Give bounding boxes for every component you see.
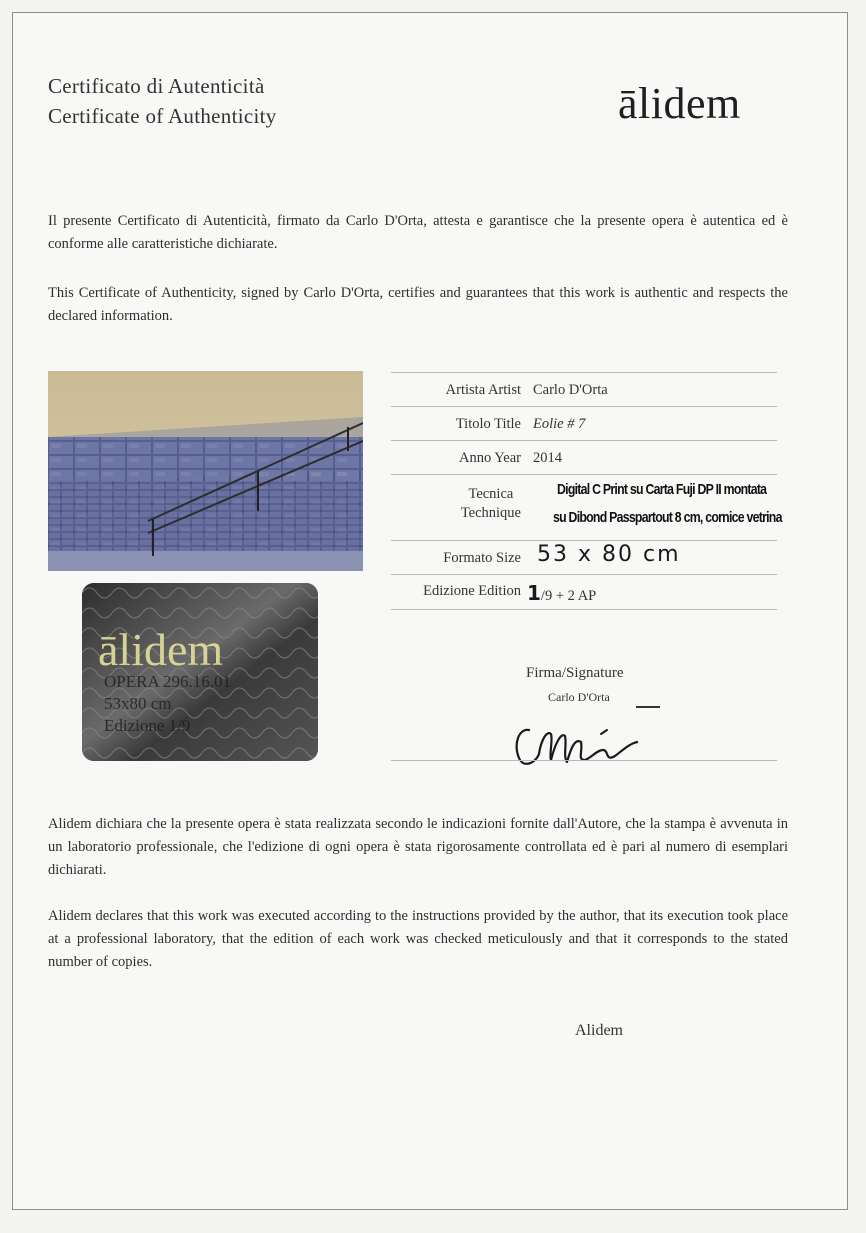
signature-name: Carlo D'Orta: [548, 690, 610, 704]
technique-label-it: Tecnica: [468, 486, 514, 502]
handwritten-signature: [505, 700, 655, 772]
edition-label: Edizione Edition: [423, 583, 521, 599]
year-label: Anno Year: [458, 450, 521, 466]
row-edition: [391, 574, 777, 610]
row-title: [391, 406, 777, 441]
alidem-logo: ālidem: [618, 79, 741, 128]
hologram-line-3: Edizione 1/9: [104, 716, 191, 735]
row-year: [391, 440, 777, 475]
hologram-line-1: OPERA 296.16.01: [104, 672, 232, 691]
intro-italian: Il presente Certificato di Autenticità, firmato da Carlo D'Orta, attesta e garantisce che la presente opera è autentica ed è conforme alle caratteristiche dichiarate.: [48, 213, 788, 252]
title-english: Certificate of Authenticity: [48, 104, 277, 128]
edition-value: [527, 581, 596, 605]
row-size: [391, 540, 777, 575]
artist-value: Carlo D'Orta: [533, 382, 608, 398]
intro-english: This Certificate of Authenticity, signed by Carlo D'Orta, certifies and guarantees that this work is authentic and respects the declared information.: [48, 285, 788, 324]
hologram-logo: ālidem: [98, 624, 224, 675]
edition-number-handwritten: 1: [527, 581, 541, 605]
hologram-sticker: [82, 583, 318, 761]
technique-value-line2: su Dibond Passpartout 8 cm, cornice vetrina: [553, 509, 782, 526]
technique-label: [461, 485, 521, 523]
size-value: 53 x 80 cm: [537, 542, 681, 567]
technique-value-line1: Digital C Print su Carta Fuji DP II montata: [557, 481, 767, 498]
year-value: 2014: [533, 450, 562, 466]
declaration-italian: Alidem dichiara che la presente opera è stata realizzata secondo le indicazioni fornite dall'Autore, che la stampa è avvenuta in un laboratorio professionale, che l'edizione di ogni opera è stata rigorosamente controllata ed è pari al numero di esemplari dichiarati.: [48, 816, 788, 878]
artist-label: Artista Artist: [445, 382, 521, 398]
technique-label-en: Technique: [460, 505, 521, 521]
edition-total: /9 + 2 AP: [540, 588, 597, 604]
title-value: Eolie # 7: [533, 416, 586, 432]
size-label: Formato Size: [443, 550, 521, 566]
title-label: Titolo Title: [455, 416, 521, 432]
alidem-signatory: Alidem: [575, 1022, 623, 1039]
declaration-english: Alidem declares that this work was executed according to the instructions provided by the author, that its execution took place at a professional laboratory, that the edition of each work was checked meticulously and that it corresponds to the stated number of copies.: [48, 908, 788, 970]
signature-line: [391, 760, 777, 761]
row-technique: [391, 474, 782, 541]
title-italian: Certificato di Autenticità: [48, 74, 265, 98]
row-artist: [391, 372, 777, 407]
artwork-photo: [48, 371, 363, 571]
hologram-line-2: 53x80 cm: [104, 694, 172, 713]
signature-label: Firma/Signature: [526, 665, 624, 681]
